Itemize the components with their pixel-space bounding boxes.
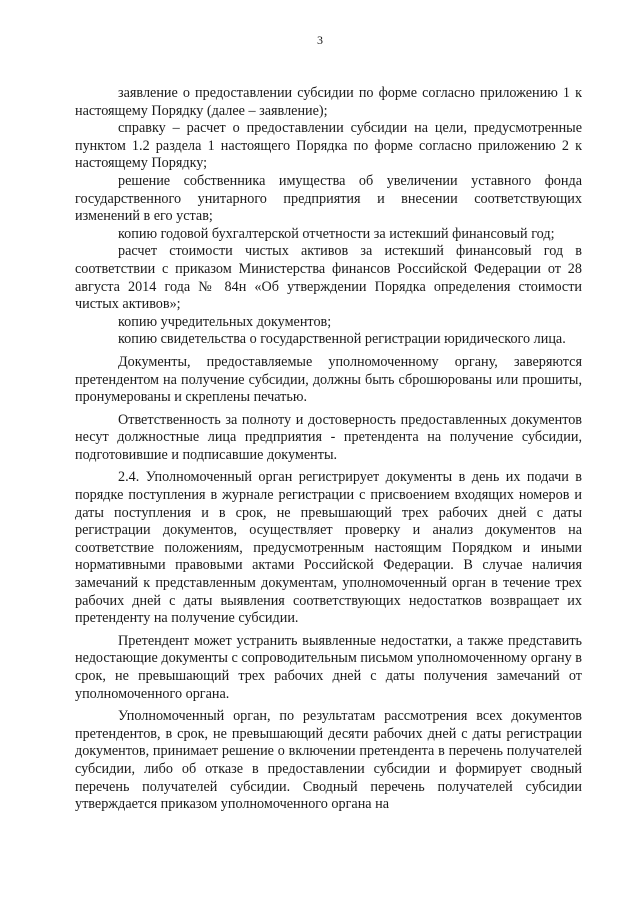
page-number: 3 — [317, 33, 323, 47]
paragraph-responsibility: Ответственность за полноту и достоверность предоставленных документов несут должностные лица предприятия - претендента на получение субсидии, подготовившие и подписавшие документы. — [75, 411, 582, 463]
paragraph-calculation-certificate: справку – расчет о предоставлении субсидии на цели, предусмотренные пунктом 1.2 раздела 1 настоящего Порядка по форме согласно приложению 2 к настоящему Порядку; — [75, 120, 582, 172]
paragraph-decision: Уполномоченный орган, по результатам рассмотрения всех документов претендентов, в срок, не превышающий десяти рабочих дней с даты регистрации документов, принимает решение о включении претендента в перечень получателей субсидии, либо об отказе в предоставлении субсидии и формирует сводный перечень получателей субсидии. Сводный перечень получателей субсидии утверждается приказом уполномоченного органа на — [75, 708, 582, 813]
paragraph-clause-2-4: 2.4. Уполномоченный орган регистрирует документы в день их подачи в порядке поступления в журнале регистрации с присвоением входящих номеров и даты поступления и в срок, не превышающий трех рабочих дней с даты регистрации документов, осуществляет проверку и анализ документов на соответствие положениям, предусмотренным настоящим Порядком и иными нормативными правовыми актами Российской Федерации. В случае наличия замечаний к представленным документам, уполномоченный орган в течение трех рабочих дней с даты выявления соответствующих недостатков возвращает их претенденту на получение субсидии. — [75, 469, 582, 627]
paragraph-document-certification: Документы, предоставляемые уполномоченному органу, заверяются претендентом на получение субсидии, должны быть сброшюрованы или прошиты, пронумерованы и скреплены печатью. — [75, 353, 582, 406]
paragraph-owner-decision: решение собственника имущества об увеличении уставного фонда государственного унитарного предприятия и внесении соответствующих изменений в его устав; — [75, 172, 582, 225]
paragraph-founding-documents: копию учредительных документов; — [118, 313, 332, 330]
paragraph-registration-certificate: копию свидетельства о государственной регистрации юридического лица. — [118, 331, 566, 348]
paragraph-net-assets: расчет стоимости чистых активов за истекший финансовый год в соответствии с приказом Министерства финансов Российской Федерации от 28 августа 2014 года № 84н «Об утверждении Порядка определения стоимости чистых активов»; — [75, 243, 582, 313]
paragraph-annual-report: копию годовой бухгалтерской отчетности за истекший финансовый год; — [118, 225, 555, 242]
document-body — [75, 85, 582, 814]
paragraph-application: заявление о предоставлении субсидии по форме согласно приложению 1 к настоящему Порядку (далее – заявление); — [75, 85, 582, 119]
paragraph-corrections: Претендент может устранить выявленные недостатки, а также представить недостающие документы с сопроводительным письмом уполномоченному органу в срок, не превышающий трех рабочих дней с даты получения замечаний от уполномоченного органа. — [75, 632, 582, 702]
